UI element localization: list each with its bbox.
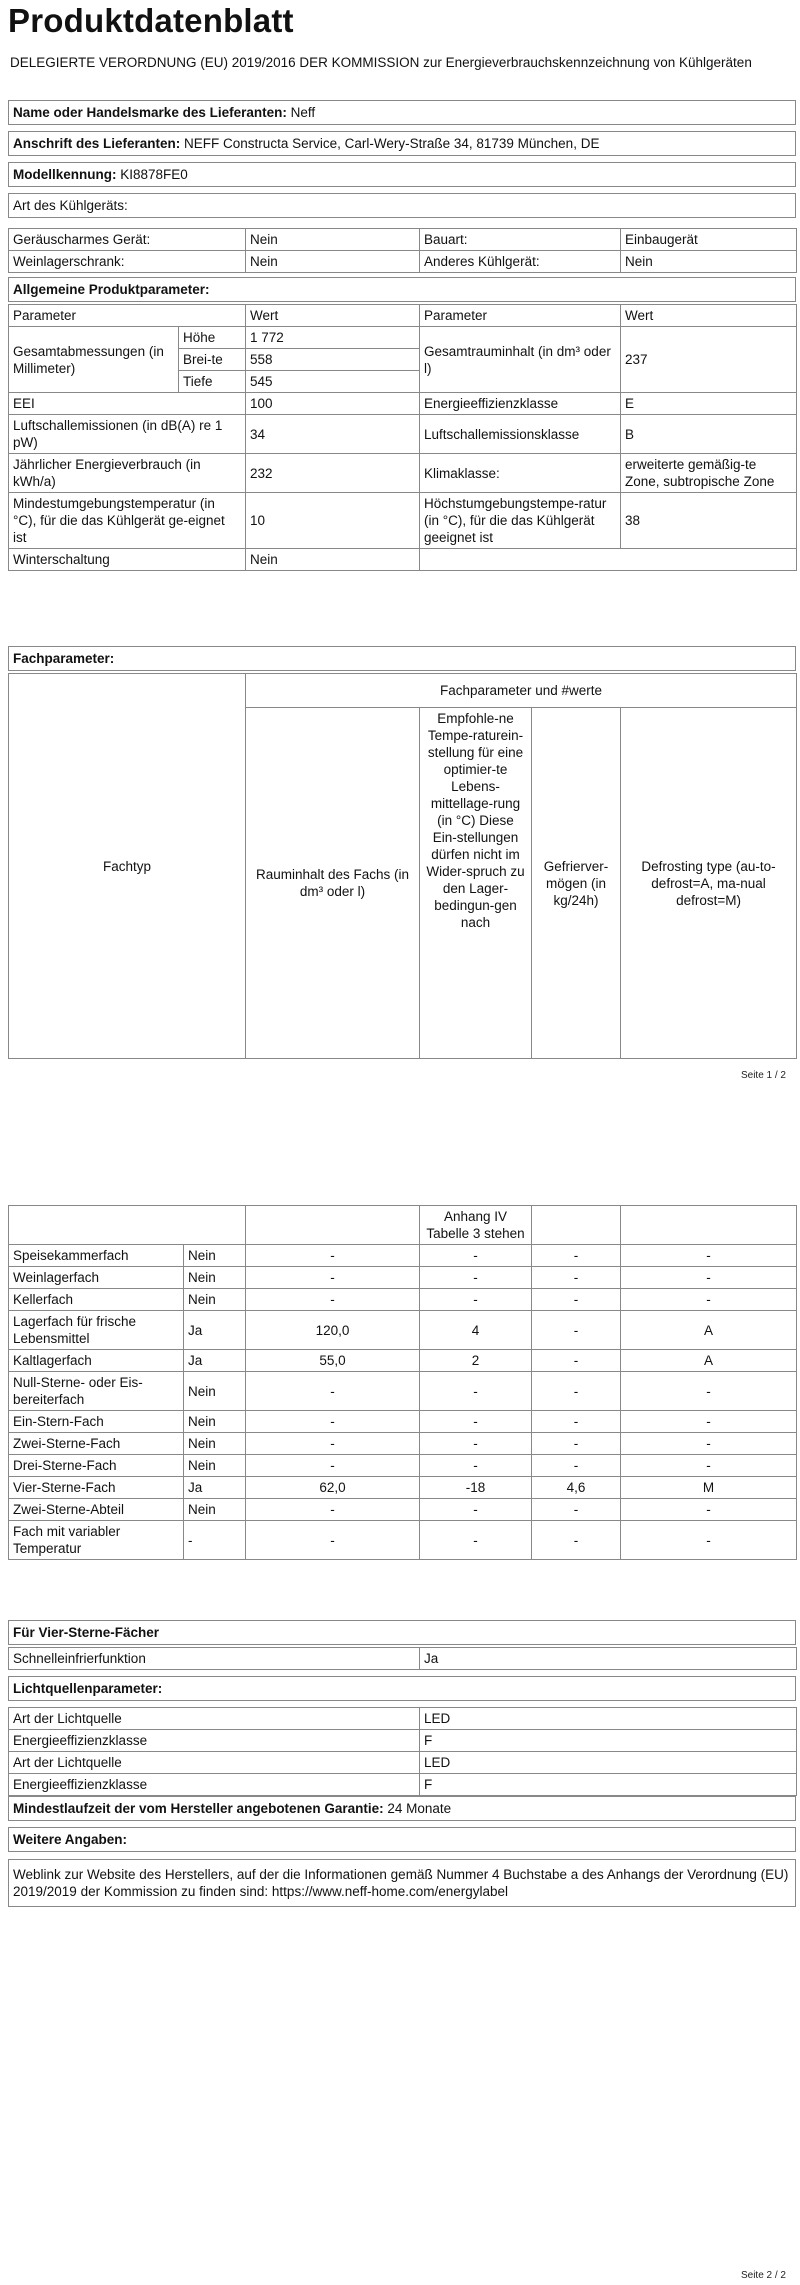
noise-class-label: Luftschallemissionsklasse [420, 415, 621, 454]
compartment-defrost-type: - [621, 1455, 797, 1477]
additional-info-heading: Weitere Angaben: [8, 1827, 796, 1852]
model-row [8, 162, 796, 187]
quickfreeze-label: Schnelleinfrierfunktion [9, 1648, 420, 1670]
address-label: Anschrift des Lieferanten: [13, 136, 181, 151]
compartment-name: Vier-Sterne-Fach [9, 1477, 184, 1499]
compartment-defrost-type: - [621, 1245, 797, 1267]
compartment-volume: - [246, 1433, 420, 1455]
table-row [9, 1648, 797, 1670]
page-2 [0, 1130, 800, 2285]
compartment-name: Kellerfach [9, 1289, 184, 1311]
eei-value: 100 [246, 393, 420, 415]
table-row [9, 493, 797, 549]
compartment-table [8, 1205, 797, 1560]
dimensions-label: Gesamtabmessungen (in Millimeter) [9, 327, 179, 393]
winter-mode-value: Nein [246, 549, 420, 571]
empty-cell [246, 1206, 420, 1245]
compartment-defrost-type: M [621, 1477, 797, 1499]
compartment-volume: - [246, 1267, 420, 1289]
compartment-name: Weinlagerfach [9, 1267, 184, 1289]
compartment-volume: - [246, 1411, 420, 1433]
volume-header: Rauminhalt des Fachs (in dm³ oder l) [246, 708, 420, 1059]
design-type-label: Bauart: [420, 229, 621, 251]
width-label: Brei-te [179, 349, 246, 371]
compartment-name: Zwei-Sterne-Abteil [9, 1499, 184, 1521]
compartment-temperature: - [420, 1455, 532, 1477]
compartment-name: Zwei-Sterne-Fach [9, 1433, 184, 1455]
compartment-freezing-capacity: - [532, 1350, 621, 1372]
compartment-volume: - [246, 1521, 420, 1560]
freezing-capacity-header: Gefrierver-mögen (in kg/24h) [532, 708, 621, 1059]
table-row [9, 415, 797, 454]
compartment-volume: - [246, 1245, 420, 1267]
table-row [9, 549, 797, 571]
column-header: Parameter [9, 305, 246, 327]
temperature-header-continued: Anhang IV Tabelle 3 stehen [420, 1206, 532, 1245]
light-type-value: LED [420, 1708, 797, 1730]
depth-value: 545 [246, 371, 420, 393]
total-volume-value: 237 [621, 327, 797, 393]
model-label: Modellkennung: [13, 167, 117, 182]
document-title: Produktdatenblatt [8, 2, 294, 39]
compartment-name: Null-Sterne- oder Eis-bereiterfach [9, 1372, 184, 1411]
supplier-value: Neff [290, 105, 316, 120]
general-parameters-table [8, 304, 797, 571]
table-row [9, 229, 797, 251]
light-type-label: Art der Lichtquelle [9, 1708, 420, 1730]
table-row [9, 1245, 797, 1267]
compartment-present: Nein [184, 1411, 246, 1433]
compartment-present: Ja [184, 1477, 246, 1499]
table-row [9, 1774, 797, 1796]
compartment-freezing-capacity: - [532, 1499, 621, 1521]
compartment-present: - [184, 1521, 246, 1560]
compartment-freezing-capacity: - [532, 1267, 621, 1289]
weblink-text: Weblink zur Website des Herstellers, auf der die Informationen gemäß Nummer 4 Buchstabe a des Anhangs der Verordnung (EU) 2019/2019 der Kommission zu finden sind: [13, 1867, 789, 1899]
table-row [9, 1708, 797, 1730]
annual-consumption-label: Jährlicher Energieverbrauch (in kWh/a) [9, 454, 246, 493]
min-temp-value: 10 [246, 493, 420, 549]
compartment-volume: - [246, 1499, 420, 1521]
column-header: Wert [246, 305, 420, 327]
table-row [9, 1372, 797, 1411]
warranty-row [8, 1796, 796, 1821]
compartment-params-header: Fachparameter und #werte [246, 674, 797, 708]
compartment-present: Ja [184, 1311, 246, 1350]
table-row [9, 327, 797, 349]
light-source-heading: Lichtquellenparameter: [8, 1676, 796, 1701]
min-temp-label: Mindestumgebungstemperatur (in °C), für die das Kühlgerät ge-eignet ist [9, 493, 246, 549]
table-row [9, 1455, 797, 1477]
max-temp-value: 38 [621, 493, 797, 549]
weblink-row [8, 1859, 796, 1907]
general-parameters-heading: Allgemeine Produktparameter: [8, 277, 796, 302]
compartment-volume: 62,0 [246, 1477, 420, 1499]
annual-consumption-value: 232 [246, 454, 420, 493]
compartment-header-table [8, 673, 797, 1059]
compartment-freezing-capacity: - [532, 1372, 621, 1411]
height-value: 1 772 [246, 327, 420, 349]
fridge-type-heading: Art des Kühlgeräts: [8, 193, 796, 218]
compartment-freezing-capacity: - [532, 1455, 621, 1477]
depth-label: Tiefe [179, 371, 246, 393]
design-type-value: Einbaugerät [621, 229, 797, 251]
supplier-label: Name oder Handelsmarke des Lieferanten: [13, 105, 287, 120]
table-header-row [9, 305, 797, 327]
quiet-appliance-label: Geräuscharmes Gerät: [9, 229, 246, 251]
compartment-volume: - [246, 1372, 420, 1411]
quickfreeze-table [8, 1647, 797, 1670]
winter-mode-label: Winterschaltung [9, 549, 246, 571]
compartment-defrost-type: - [621, 1499, 797, 1521]
compartment-temperature: - [420, 1372, 532, 1411]
other-fridge-label: Anderes Kühlgerät: [420, 251, 621, 273]
compartment-present: Nein [184, 1499, 246, 1521]
light-source-table [8, 1707, 797, 1796]
special-parameters-heading: Fachparameter: [8, 646, 796, 671]
compartment-freezing-capacity: - [532, 1521, 621, 1560]
compartment-freezing-capacity: - [532, 1411, 621, 1433]
other-fridge-value: Nein [621, 251, 797, 273]
compartment-present: Nein [184, 1455, 246, 1477]
table-row [9, 1752, 797, 1774]
address-row [8, 131, 796, 156]
compartment-present: Nein [184, 1267, 246, 1289]
compartment-volume: - [246, 1455, 420, 1477]
regulation-subtitle: DELEGIERTE VERORDNUNG (EU) 2019/2016 DER KOMMISSION zur Energieverbrauchskennzeichnung von Kühlgeräten [10, 55, 752, 70]
warranty-label: Mindestlaufzeit der vom Hersteller angebotenen Garantie: [13, 1801, 384, 1816]
eei-label: EEI [9, 393, 246, 415]
compartment-freezing-capacity: - [532, 1311, 621, 1350]
compartment-temperature: - [420, 1411, 532, 1433]
compartment-name: Lagerfach für frische Lebensmittel [9, 1311, 184, 1350]
table-row [9, 1350, 797, 1372]
compartment-present: Ja [184, 1350, 246, 1372]
table-row [9, 393, 797, 415]
climate-class-value: erweiterte gemäßig-te Zone, subtropische Zone [621, 454, 797, 493]
warranty-value: 24 Monate [387, 1801, 452, 1816]
total-volume-label: Gesamtrauminhalt (in dm³ oder l) [420, 327, 621, 393]
compartment-temperature: - [420, 1499, 532, 1521]
compartment-temperature: -18 [420, 1477, 532, 1499]
compartment-defrost-type: - [621, 1433, 797, 1455]
noise-label: Luftschallemissionen (in dB(A) re 1 pW) [9, 415, 246, 454]
compartment-temperature: - [420, 1267, 532, 1289]
compartment-present: Nein [184, 1433, 246, 1455]
wine-cabinet-value: Nein [246, 251, 420, 273]
table-row [9, 1730, 797, 1752]
compartment-temperature: - [420, 1289, 532, 1311]
table-row [9, 1267, 797, 1289]
page-1 [0, 0, 800, 1090]
energy-class-label: Energieeffizienzklasse [420, 393, 621, 415]
compartment-defrost-type: - [621, 1267, 797, 1289]
energy-class-value: E [621, 393, 797, 415]
page-footer: Seite 1 / 2 [740, 1070, 786, 1081]
table-row [9, 1206, 797, 1245]
empty-cell [532, 1206, 621, 1245]
table-row [9, 1311, 797, 1350]
noise-value: 34 [246, 415, 420, 454]
table-row [9, 1499, 797, 1521]
light-energy-class-value: F [420, 1730, 797, 1752]
empty-cell [9, 1206, 246, 1245]
fridge-type-table [8, 228, 797, 273]
compartment-volume: 120,0 [246, 1311, 420, 1350]
column-header: Wert [621, 305, 797, 327]
table-row [9, 454, 797, 493]
table-row [9, 251, 797, 273]
height-label: Höhe [179, 327, 246, 349]
compartment-defrost-type: A [621, 1311, 797, 1350]
light-energy-class-label: Energieeffizienzklasse [9, 1730, 420, 1752]
empty-cell [621, 1206, 797, 1245]
column-header: Parameter [420, 305, 621, 327]
table-row [9, 1521, 797, 1560]
compartment-defrost-type: - [621, 1372, 797, 1411]
address-value: NEFF Constructa Service, Carl-Wery-Straße 34, 81739 München, DE [184, 136, 600, 151]
light-energy-class-value: F [420, 1774, 797, 1796]
compartment-type-header: Fachtyp [9, 674, 246, 1059]
page-footer: Seite 2 / 2 [740, 2270, 786, 2281]
weblink-url[interactable]: https://www.neff-home.com/energylabel [271, 1884, 509, 1899]
compartment-freezing-capacity: - [532, 1433, 621, 1455]
supplier-row [8, 100, 796, 125]
compartment-name: Fach mit variabler Temperatur [9, 1521, 184, 1560]
empty-cell [420, 549, 797, 571]
compartment-temperature: 4 [420, 1311, 532, 1350]
compartment-name: Speisekammerfach [9, 1245, 184, 1267]
compartment-defrost-type: - [621, 1411, 797, 1433]
light-type-value: LED [420, 1752, 797, 1774]
defrosting-type-header: Defrosting type (au-to-defrost=A, ma-nual defrost=M) [621, 708, 797, 1059]
compartment-name: Kaltlagerfach [9, 1350, 184, 1372]
compartment-defrost-type: A [621, 1350, 797, 1372]
temperature-header: Empfohle-ne Tempe-raturein-stellung für eine optimier-te Lebens-mittellage-rung (in °C) Diese Ein-stellungen dürfen nicht im Wider-spruch zu den Lager-bedingun-gen nach [420, 708, 532, 1059]
compartment-volume: 55,0 [246, 1350, 420, 1372]
compartment-temperature: 2 [420, 1350, 532, 1372]
compartment-temperature: - [420, 1245, 532, 1267]
compartment-freezing-capacity: - [532, 1245, 621, 1267]
model-value: KI8878FE0 [120, 167, 188, 182]
compartment-volume: - [246, 1289, 420, 1311]
table-row [9, 1433, 797, 1455]
wine-cabinet-label: Weinlagerschrank: [9, 251, 246, 273]
table-row [9, 1477, 797, 1499]
compartment-temperature: - [420, 1521, 532, 1560]
compartment-present: Nein [184, 1245, 246, 1267]
compartment-temperature: - [420, 1433, 532, 1455]
width-value: 558 [246, 349, 420, 371]
compartment-freezing-capacity: - [532, 1289, 621, 1311]
table-row [9, 1289, 797, 1311]
compartment-name: Ein-Stern-Fach [9, 1411, 184, 1433]
light-energy-class-label: Energieeffizienzklasse [9, 1774, 420, 1796]
compartment-present: Nein [184, 1289, 246, 1311]
four-star-heading: Für Vier-Sterne-Fächer [8, 1620, 796, 1645]
compartment-freezing-capacity: 4,6 [532, 1477, 621, 1499]
compartment-defrost-type: - [621, 1289, 797, 1311]
compartment-defrost-type: - [621, 1521, 797, 1560]
max-temp-label: Höchstumgebungstempe-ratur (in °C), für die das Kühlgerät geeignet ist [420, 493, 621, 549]
quickfreeze-value: Ja [420, 1648, 797, 1670]
compartment-present: Nein [184, 1372, 246, 1411]
climate-class-label: Klimaklasse: [420, 454, 621, 493]
table-row [9, 1411, 797, 1433]
table-row [9, 674, 797, 708]
light-type-label: Art der Lichtquelle [9, 1752, 420, 1774]
quiet-appliance-value: Nein [246, 229, 420, 251]
compartment-name: Drei-Sterne-Fach [9, 1455, 184, 1477]
noise-class-value: B [621, 415, 797, 454]
